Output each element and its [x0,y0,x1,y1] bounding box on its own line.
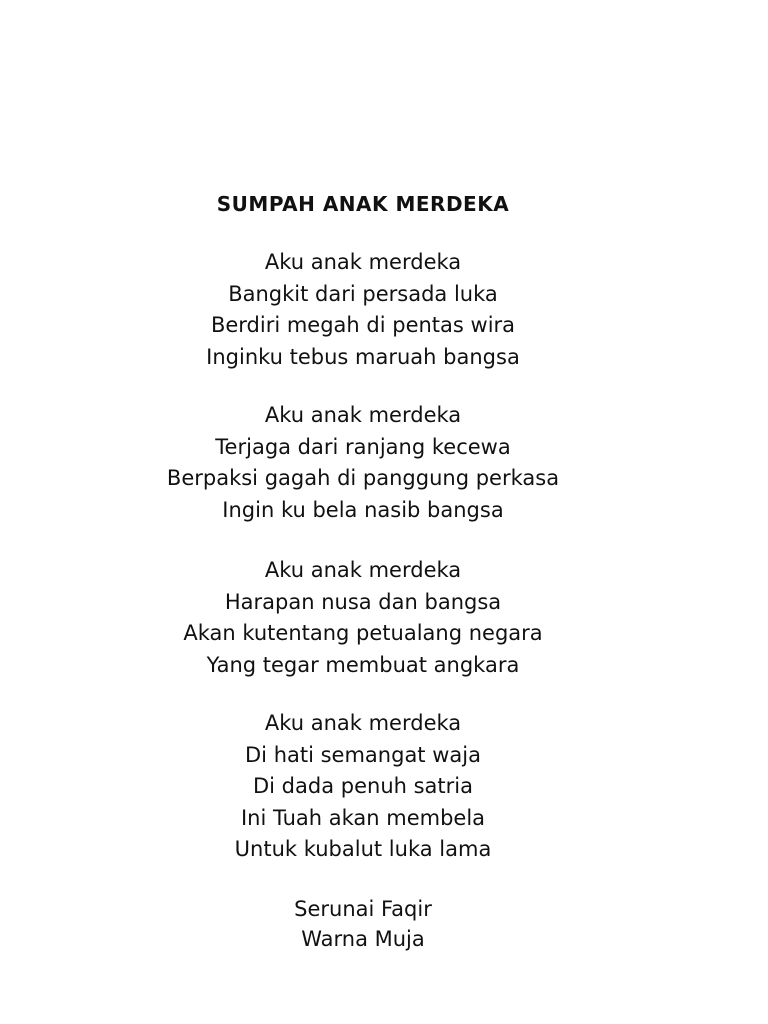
poem-line: Aku anak merdeka [264,558,462,582]
stanza-2 [0,400,726,526]
poem-line: Berdiri megah di pentas wira [210,313,516,337]
poem-line: Bangkit dari persada luka [228,281,498,306]
poem-line: Di dada penuh satria [253,774,473,798]
poem-line: Aku anak merdeka [264,403,462,427]
stanza-1 [0,247,726,373]
poem-line: Aku anak merdeka [264,250,462,274]
author-signature [0,894,726,926]
author-name: Serunai Faqir [294,897,432,921]
stanza-4 [0,708,726,866]
poem-line: Berpaksi gagah di panggung perkasa [166,466,560,490]
poem-line: Ini Tuah akan membela [240,805,486,830]
cut-off-line: Warna Muja [301,927,425,951]
cut-off-line-wrapper [0,924,726,951]
poem-line: Harapan nusa dan bangsa [224,589,502,614]
poem-title: SUMPAH ANAK MERDEKA [216,192,510,216]
poem-line: Di hati semangat waja [245,742,481,767]
poem-line: Untuk kubalut luka lama [234,837,492,861]
stanza-3 [0,555,726,681]
poem-line: Inginku tebus maruah bangsa [206,344,520,369]
poem-line: Ingin ku bela nasib bangsa [222,497,504,522]
poem-line: Aku anak merdeka [264,711,462,735]
poem-line: Akan kutentang petualang negara [183,621,543,645]
poem-line: Yang tegar membuat angkara [206,652,520,677]
poem-line: Terjaga dari ranjang kecewa [215,434,511,459]
